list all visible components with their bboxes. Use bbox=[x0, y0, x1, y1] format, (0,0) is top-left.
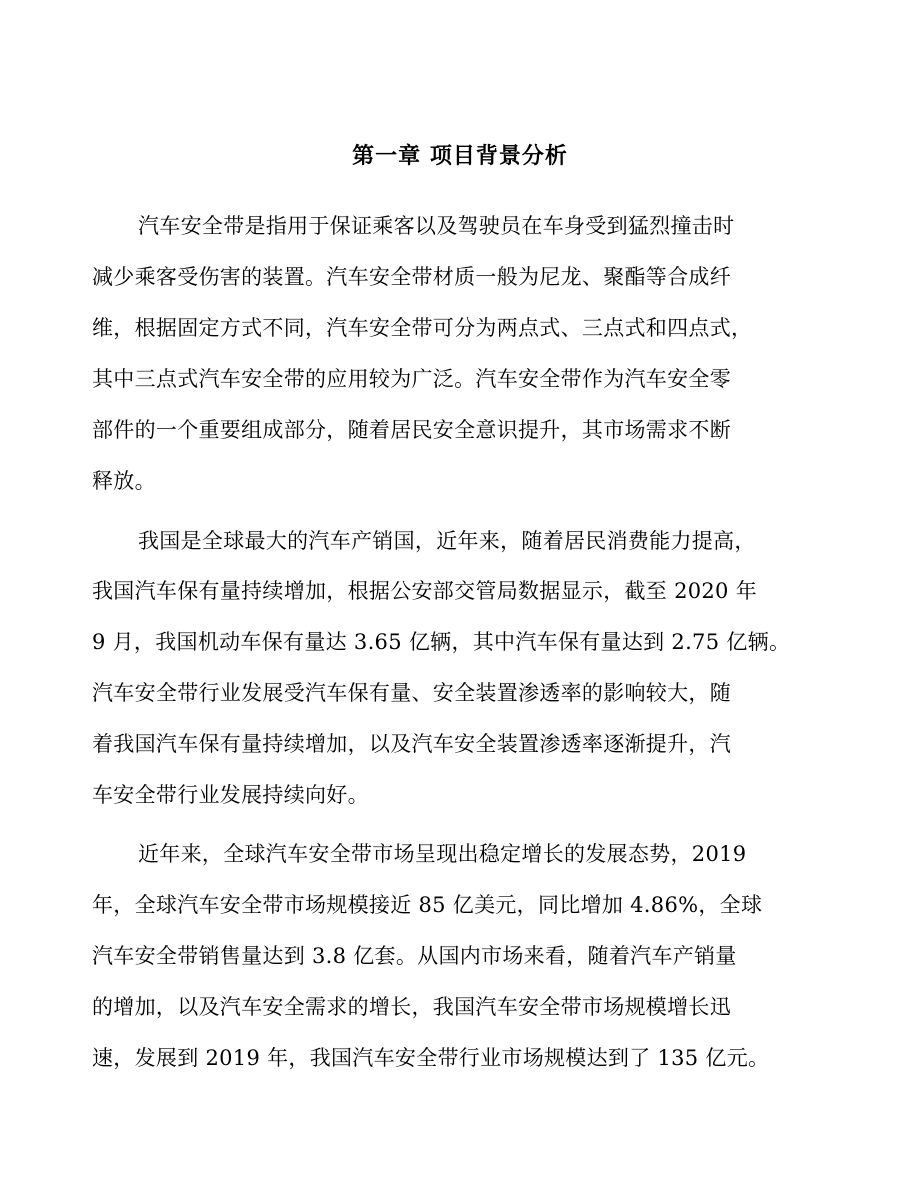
paragraph-1-line-4: 其中三点式汽车安全带的应用较为广泛。汽车安全带作为汽车安全零 bbox=[92, 367, 731, 391]
paragraph-1-line-3: 维，根据固定方式不同，汽车安全带可分为两点式、三点式和四点式， bbox=[92, 316, 753, 340]
paragraph-2-line-2: 我国汽车保有量持续增加，根据公安部交管局数据显示，截至 2020 年 bbox=[92, 579, 757, 603]
paragraph-1-line-1: 汽车安全带是指用于保证乘客以及驾驶员在车身受到猛烈撞击时 bbox=[138, 214, 735, 238]
paragraph-2-line-5: 着我国汽车保有量持续增加，以及汽车安全装置渗透率逐渐提升，汽 bbox=[92, 732, 731, 756]
paragraph-3-line-5: 速，发展到 2019 年，我国汽车安全带行业市场规模达到了 135 亿元。 bbox=[92, 1046, 770, 1070]
chapter-title: 第一章 项目背景分析 bbox=[352, 144, 568, 169]
paragraph-1-line-2: 减少乘客受伤害的装置。汽车安全带材质一般为尼龙、聚酯等合成纤 bbox=[92, 265, 731, 289]
paragraph-3-line-1: 近年来，全球汽车安全带市场呈现出稳定增长的发展态势，2019 bbox=[138, 842, 747, 866]
paragraph-2-line-6: 车安全带行业发展持续向好。 bbox=[92, 783, 369, 807]
paragraph-1-line-5: 部件的一个重要组成部分，随着居民安全意识提升，其市场需求不断 bbox=[92, 418, 731, 442]
paragraph-1-line-6: 释放。 bbox=[92, 469, 156, 493]
paragraph-2-line-3: 9 月，我国机动车保有量达 3.65 亿辆，其中汽车保有量达到 2.75 亿辆。 bbox=[92, 630, 791, 654]
paragraph-3-line-3: 汽车安全带销售量达到 3.8 亿套。从国内市场来看，随着汽车产销量 bbox=[92, 944, 737, 968]
paragraph-2-line-1: 我国是全球最大的汽车产销国，近年来，随着居民消费能力提高， bbox=[138, 529, 756, 553]
paragraph-3-line-4: 的增加，以及汽车安全需求的增长，我国汽车安全带市场规模增长迅 bbox=[92, 995, 731, 1019]
paragraph-2-line-4: 汽车安全带行业发展受汽车保有量、安全装置渗透率的影响较大，随 bbox=[92, 681, 731, 705]
paragraph-3-line-2: 年，全球汽车安全带市场规模接近 85 亿美元，同比增加 4.86%，全球 bbox=[92, 893, 763, 917]
